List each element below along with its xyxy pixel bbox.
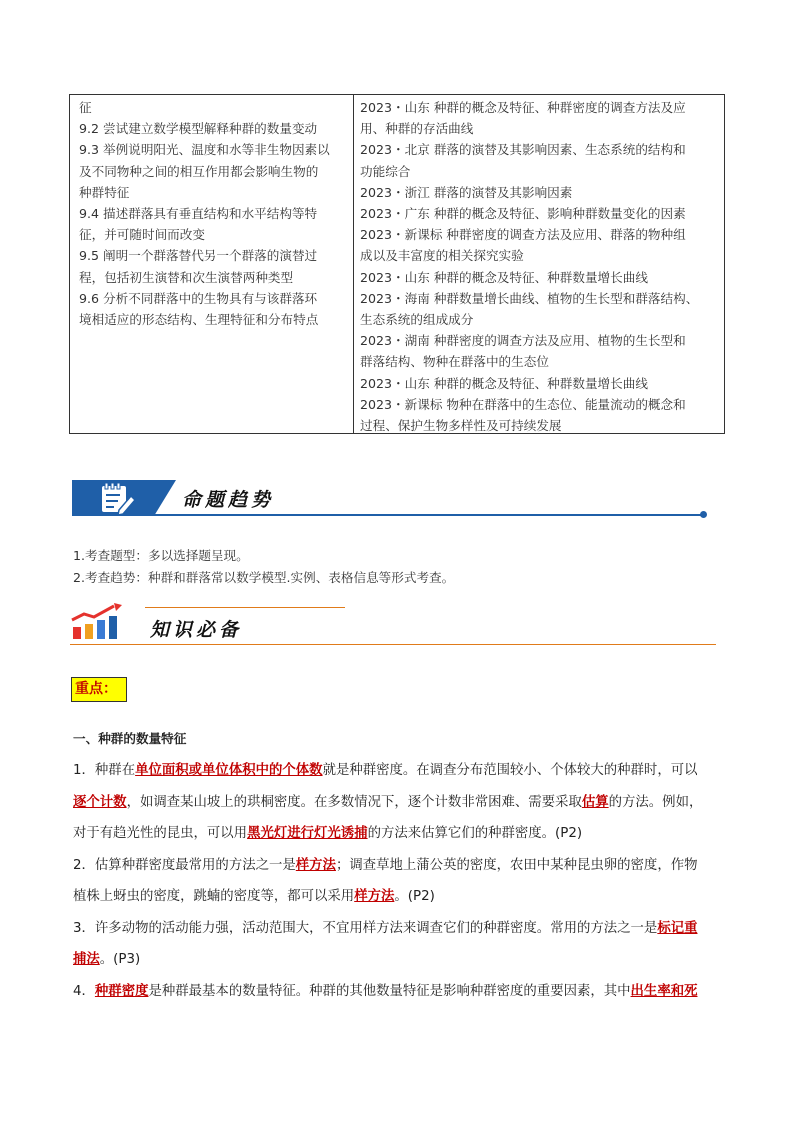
standard-line: 征，并可随时间而改变	[79, 227, 205, 243]
standard-line: 9.4 描述群落具有垂直结构和水平结构等特	[79, 206, 318, 222]
banner-divider	[70, 644, 716, 645]
standard-line: 程，包括初生演替和次生演替两种类型	[79, 269, 294, 285]
knowledge-title: 知识必备	[150, 619, 243, 641]
p4-line-1: 4．种群密度是种群最基本的数量特征。种群的其他数量特征是影响种群密度的重要因素，其中出生率和死	[73, 984, 698, 999]
standard-line: 种群特征	[79, 184, 130, 200]
knowledge-banner	[70, 602, 716, 648]
exam-record-line: 过程、保护生物多样性及可持续发展	[360, 418, 562, 434]
exam-record-line: 2023・山东 种群的概念及特征、种群密度的调查方法及应	[360, 100, 686, 115]
exam-record-line: 生态系统的组成成分	[360, 312, 474, 328]
standards-column	[70, 95, 354, 433]
p3-line-2: 捕法。(P3)	[73, 952, 141, 967]
standard-line: 9.5 阐明一个群落替代另一个群落的演替过	[79, 248, 318, 264]
p3-line-1: 3．许多动物的活动能力强，活动范围大，不宜用样方法来调查它们的种群密度。常用的方法之一是标记重	[73, 921, 698, 936]
banner-icon-box	[72, 480, 154, 516]
highlight-term: 样方法	[354, 889, 395, 904]
exam-record-line: 2023・湖南 种群密度的调查方法及应用、植物的生长型和	[360, 333, 686, 349]
section-heading: 一、种群的数量特征	[73, 731, 187, 746]
exam-record-line: 2023・山东 种群的概念及特征、种群数量增长曲线	[360, 375, 648, 391]
banner-divider	[72, 514, 706, 516]
standard-line: 9.3 举例说明阳光、温度和水等非生物因素以	[79, 142, 330, 158]
p1-line-1: 1．种群在单位面积或单位体积中的个体数就是种群密度。在调查分布范围较小、个体较大的种群时，可以	[73, 763, 698, 778]
p2-line-2: 植株上蚜虫的密度，跳蝻的密度等，都可以采用样方法。(P2)	[73, 889, 435, 904]
standard-line: 及不同物种之间的相互作用都会影响生物的	[79, 163, 319, 179]
highlight-term: 逐个计数	[73, 795, 127, 810]
standard-line: 征	[79, 100, 92, 115]
p1-line-3: 对于有趋光性的昆虫，可以用黑光灯进行灯光诱捕的方法来估算它们的种群密度。(P2)	[73, 826, 583, 841]
highlight-term: 样方法	[295, 858, 336, 873]
highlight-term: 黑光灯进行灯光诱捕	[247, 826, 368, 841]
highlight-term: 捕法	[73, 952, 100, 967]
notepad-pencil-icon	[86, 480, 146, 516]
exam-record-line: 2023・山东 种群的概念及特征、种群数量增长曲线	[360, 269, 648, 285]
exam-record-line: 2023・新课标 物种在群落中的生态位、能量流动的概念和	[360, 396, 686, 412]
highlight-term: 出生率和死	[630, 984, 698, 999]
exam-record-line: 用、种群的存活曲线	[360, 121, 474, 137]
growth-chart-icon	[70, 602, 130, 642]
trend-line-1: 1.考查题型：多以选择题呈现。	[73, 548, 249, 563]
exam-record-line: 2023・北京 群落的演替及其影响因素、生态系统的结构和	[360, 142, 686, 158]
standard-line: 境相适应的形态结构、生理特征和分布特点	[79, 312, 319, 328]
exam-record-line: 群落结构、物种在群落中的生态位	[360, 354, 549, 370]
exam-record-line: 2023・新课标 种群密度的调查方法及应用、群落的物种组	[360, 227, 686, 243]
exam-records-column	[354, 95, 724, 433]
exam-record-line: 功能综合	[360, 163, 411, 179]
trend-line-2: 2.考查趋势：种群和群落常以数学模型.实例、表格信息等形式考查。	[73, 570, 455, 585]
standard-line: 9.2 尝试建立数学模型解释种群的数量变动	[79, 121, 318, 137]
highlight-term: 种群密度	[94, 984, 149, 999]
trend-title: 命题趋势	[182, 489, 275, 511]
exam-record-line: 2023・广东 种群的概念及特征、影响种群数量变化的因素	[360, 206, 686, 222]
highlight-term: 单位面积或单位体积中的个体数	[135, 763, 323, 778]
highlight-term: 标记重	[657, 921, 698, 936]
exam-record-line: 2023・海南 种群数量增长曲线、植物的生长型和群落结构、	[360, 290, 699, 306]
p1-line-2: 逐个计数，如调查某山坡上的珙桐密度。在多数情况下，逐个计数非常困难、需要采取估算的方法。例如，	[73, 795, 703, 810]
standard-line: 9.6 分析不同群落中的生物具有与该群落环	[79, 290, 318, 306]
key-points-tag: 重点：	[71, 677, 127, 702]
highlight-term: 估算	[581, 795, 609, 810]
exam-record-line: 成以及丰富度的相关探究实验	[360, 248, 524, 264]
p2-line-1: 2．估算种群密度最常用的方法之一是样方法；调查草地上蒲公英的密度，农田中某种昆虫卵的密度，作物	[73, 858, 698, 873]
trend-banner	[72, 480, 708, 522]
exam-record-line: 2023・浙江 群落的演替及其影响因素	[360, 184, 573, 200]
curriculum-table	[69, 94, 725, 434]
